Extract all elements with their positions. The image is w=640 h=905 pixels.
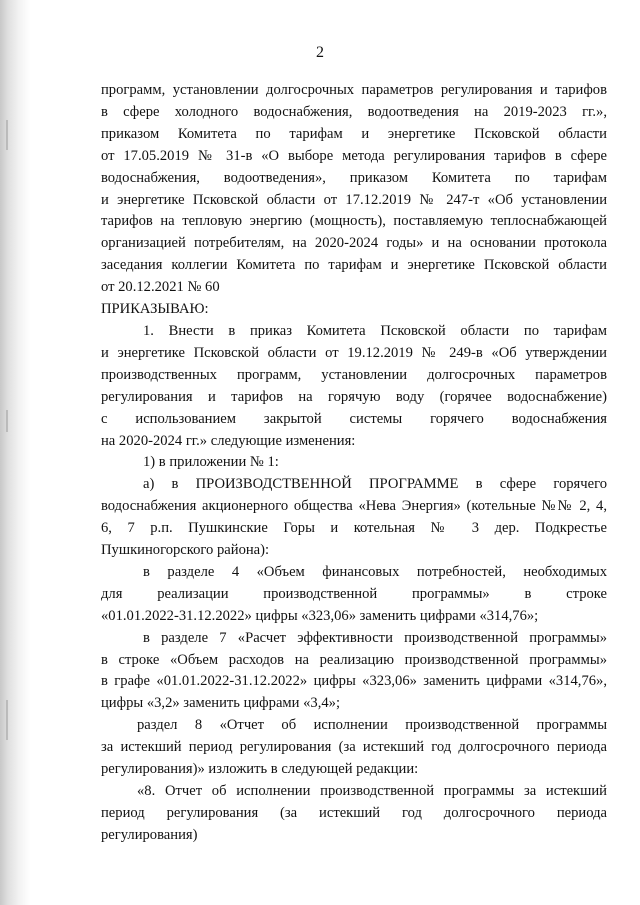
text-line: организацией потребителям, на 2020-2024 годы» и на основании протокола xyxy=(101,235,607,252)
text-line: и энергетике Псковской области от 19.12.2019 № 249-в «Об утверждении xyxy=(101,344,607,361)
text-line: 1. Внести в приказ Комитета Псковской области по тарифам xyxy=(143,322,607,339)
text-line: регулирования и тарифов на горячую воду (горячее водоснабжение) xyxy=(101,388,607,405)
subitem-1: 1) в приложении № 1: xyxy=(143,454,279,471)
section-7-paragraph xyxy=(101,628,607,716)
text-line: 6, 7 р.п. Пушкинские Горы и котельная № 3 дер. Подкрестье xyxy=(101,520,607,537)
item-1-paragraph xyxy=(101,321,607,452)
scan-speck xyxy=(6,410,8,432)
scan-edge xyxy=(0,0,30,905)
text-line: Пушкиногорского района): xyxy=(101,542,270,559)
document-body xyxy=(101,80,607,847)
text-line: регулирования)» изложить в следующей редакции: xyxy=(101,761,419,778)
text-line: программ, установлении долгосрочных параметров регулирования и тарифов xyxy=(101,82,607,98)
text-line: водоснабжения, водоотведения», приказом Комитета по тарифам xyxy=(101,169,607,186)
text-line: а) в ПРОИЗВОДСТВЕННОЙ ПРОГРАММЕ в сфере горячего xyxy=(143,476,607,493)
quoted-section-8-title xyxy=(101,781,607,847)
text-line: «01.01.2022-31.12.2022» цифры «323,06» заменить цифрами «314,76»; xyxy=(101,607,539,624)
continuation-paragraph xyxy=(101,80,607,299)
text-line: регулирования) xyxy=(101,826,198,843)
text-line: в графе «01.01.2022-31.12.2022» цифры «323,06» заменить цифрами «314,76», xyxy=(101,673,607,690)
text-line: с использованием закрытой системы горячего водоснабжения xyxy=(101,410,607,427)
section-4-paragraph xyxy=(101,562,607,628)
scan-speck xyxy=(6,120,8,150)
text-line: период регулирования (за истекший год долгосрочного периода xyxy=(101,804,607,821)
text-line: цифры «3,2» заменить цифрами «3,4»; xyxy=(101,695,341,712)
text-line: раздел 8 «Отчет об исполнении производственной программы xyxy=(137,717,607,734)
text-line: для реализации производственной программы» в строке xyxy=(101,585,607,602)
text-line: заседания коллегии Комитета по тарифам и энергетике Псковской области xyxy=(101,257,607,274)
text-line: в разделе 7 «Расчет эффективности производственной программы» xyxy=(143,629,607,646)
text-line: от 20.12.2021 № 60 xyxy=(101,279,220,296)
text-line: от 17.05.2019 № 31-в «О выборе метода регулирования тарифов в сфере xyxy=(101,147,607,164)
text-line: «8. Отчет об исполнении производственной программы за истекший xyxy=(137,783,607,799)
text-line: за истекший период регулирования (за истекший год долгосрочного периода xyxy=(101,739,607,756)
text-line: и энергетике Псковской области от 17.12.2019 № 247-т «Об установлении xyxy=(101,191,607,208)
order-heading: ПРИКАЗЫВАЮ: xyxy=(101,301,209,318)
section-8-paragraph xyxy=(101,715,607,781)
text-line: на 2020-2024 гг.» следующие изменения: xyxy=(101,432,356,449)
text-line: тарифов на тепловую энергию (мощность), поставляемую теплоснабжающей xyxy=(101,213,607,230)
scan-speck xyxy=(6,700,8,740)
text-line: производственных программ, установлении долгосрочных параметров xyxy=(101,366,607,383)
page-number: 2 xyxy=(316,44,324,61)
text-line: водоснабжения акционерного общества «Нева Энергия» (котельные №№ 2, 4, xyxy=(101,498,607,515)
text-line: в разделе 4 «Объем финансовых потребностей, необходимых xyxy=(143,563,607,580)
text-line: в строке «Объем расходов на реализацию производственной программы» xyxy=(101,651,607,668)
text-line: в сфере холодного водоснабжения, водоотведения на 2019-2023 гг.», xyxy=(101,103,607,120)
text-line: приказом Комитета по тарифам и энергетике Псковской области xyxy=(101,125,607,142)
subitem-a-paragraph xyxy=(101,474,607,562)
